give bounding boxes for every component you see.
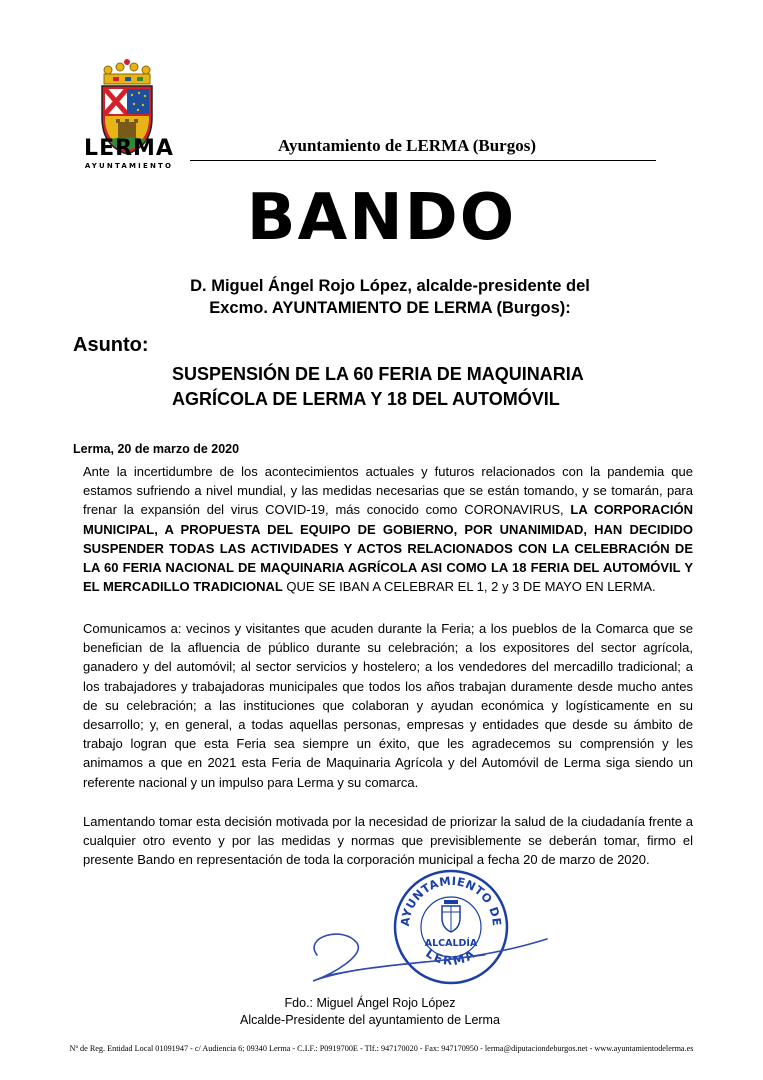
logo-name: LERMA [84, 136, 174, 161]
logo-wordmark [74, 137, 184, 171]
signer-block [150, 995, 590, 1029]
subject-line-2: AGRÍCOLA DE LERMA Y 18 DEL AUTOMÓVIL [172, 389, 560, 409]
subject-line-1: SUSPENSIÓN DE LA 60 FERIA DE MAQUINARIA [172, 364, 584, 384]
seal-top-text: AYUNTAMIENTO DE [397, 873, 505, 927]
header-title: Ayuntamiento de LERMA (Burgos) [278, 136, 536, 155]
paragraph-3: Lamentando tomar esta decisión motivada por la necesidad de priorizar la salud de la ciudadanía frente a cualquier otro evento y por las medidas y normas que previsiblemente se deberán tomar, firmo el presente Bando en representación de toda la corporación municipal a fecha 20 de marzo de 2020. [83, 814, 693, 868]
issuer-line-2: Excmo. AYUNTAMIENTO DE LERMA (Burgos): [209, 299, 571, 317]
issuer-block [110, 275, 670, 319]
paragraph-1-closing: QUE SE IBAN A CELEBRAR EL 1, 2 y 3 DE MAYO EN LERMA. [282, 579, 656, 595]
document-date: Lerma, 20 de marzo de 2020 [73, 442, 240, 456]
seal-bottom-text: LERMA [423, 946, 479, 969]
signer-title: Alcalde-Presidente del ayuntamiento de Lerma [240, 1013, 500, 1027]
paragraph-1-intro: Ante la incertidumbre de los acontecimientos actuales y futuros relacionados con la pandemia que estamos sufriendo a nivel mundial, y las medidas necesarias que se están tomando, y se tomarán, para frenar la expansión del virus COVID-19, más conocido como CORONAVIRUS, [83, 464, 693, 518]
paragraph-2: Comunicamos a: vecinos y visitantes que acuden durante la Feria; a los pueblos de la Comarca que se benefician de la afluencia de público durante su celebración; a los expositores del sector agrícola, ganadero y del automóvil; al sector servicios y hostelero; a los vendedores del mercadillo tradicional; a los trabajadores y trabajadoras municipales que todos los años trabajan duramente desde mucho antes de su celebración; a las instituciones que colaboran y ayudan económica y logísticamente en su desarrollo; y, en general, a todas aquellas personas, empresas y entidades que desde su ámbito de trabajo logran que esta Feria sea siempre un éxito, que les agradecemos su comprensión y les animamos a que en 2021 esta Feria de Maquinaria Agrícola y del Automóvil de Lerma siga siendo un referente nacional y un impulso para Lerma y su comarca. [83, 621, 693, 790]
issuer-line-1: D. Miguel Ángel Rojo López, alcalde-presidente del [190, 277, 590, 295]
signer-name: Fdo.: Miguel Ángel Rojo López [284, 996, 456, 1010]
logo-subtitle: AYUNTAMIENTO [84, 162, 174, 170]
handwritten-signature [285, 915, 555, 995]
paragraph-1-decision: LA CORPORACIÓN MUNICIPAL, A PROPUESTA DEL EQUIPO DE GOBIERNO, POR UNANIMIDAD, HAN DECIDIDO SUSPENDER TODAS LAS ACTIVIDADES Y ACTOS RELACIONADOS CON LA CELEBRACIÓN DE LA 60 FERIA NACIONAL DE MAQUINARIA AGRÍCOLA ASI COMO LA 18 FERIA DEL AUTOMÓVIL Y EL MERCADILLO TRADICIONAL [83, 502, 694, 595]
seal-middle-text: ALCALDÍA [424, 938, 478, 949]
paragraph-1 [83, 462, 693, 596]
subject-label: Asunto: [73, 334, 149, 356]
crown-icon [104, 59, 150, 84]
subject-text [172, 362, 692, 412]
document-heading: BANDO [246, 181, 517, 255]
header-divider [190, 160, 656, 161]
footer-contact-line: Nº de Reg. Entidad Local 01091947 - c/ Audiencia 6; 09340 Lerma - C.I.F.: P0919700E - Tlf.: 947170020 - Fax: 947170950 - lerma@diputaciondeburgos.net - www.ayuntamientodelerma.es [69, 1044, 694, 1053]
